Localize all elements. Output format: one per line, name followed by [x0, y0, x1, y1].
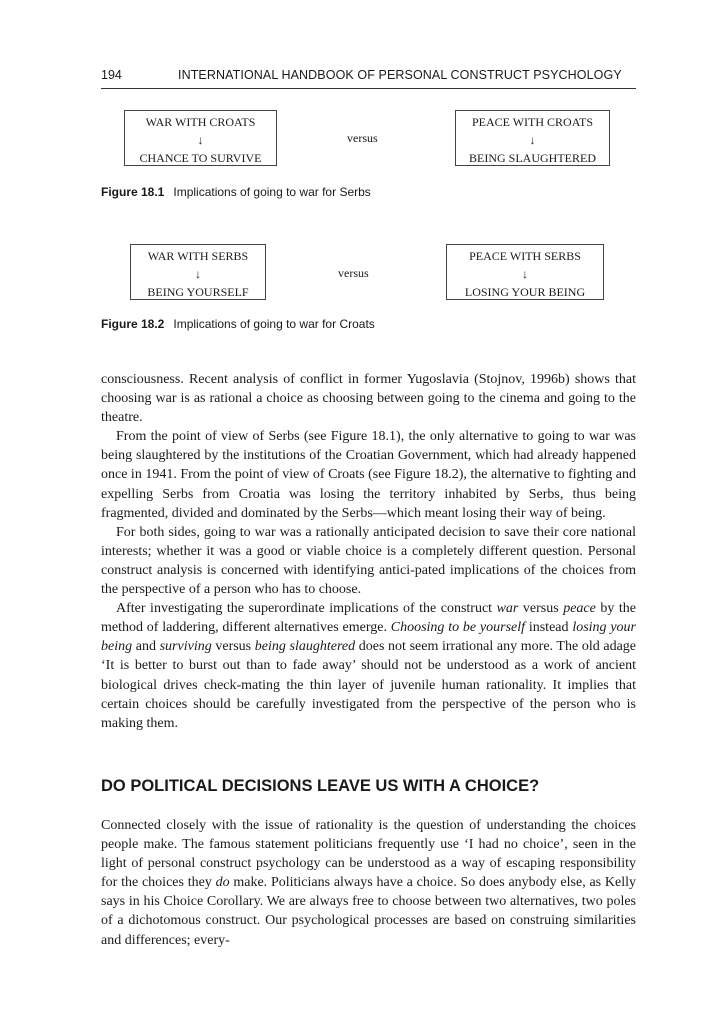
- down-arrow-icon: ↓: [197, 133, 204, 147]
- figure-18-2-caption: [101, 317, 375, 331]
- down-arrow-icon: ↓: [522, 267, 528, 281]
- caption-label: Figure 18.1: [101, 185, 165, 199]
- figure-18-2-left-box: [130, 244, 266, 300]
- box-top-label: PEACE WITH SERBS: [469, 249, 581, 263]
- box-bottom-label: BEING YOURSELF: [147, 285, 249, 299]
- section-heading: DO POLITICAL DECISIONS LEAVE US WITH A CHOICE?: [101, 777, 540, 795]
- caption-text: Implications of going to war for Croats: [173, 317, 375, 331]
- caption-label: Figure 18.2: [101, 317, 165, 331]
- down-arrow-icon: ↓: [195, 267, 201, 281]
- box-top-label: WAR WITH SERBS: [147, 249, 249, 263]
- body-text-lower: [101, 816, 636, 950]
- figure-18-2-right-box: [446, 244, 604, 300]
- down-arrow-icon: ↓: [529, 133, 536, 147]
- figure-18-1-caption: [101, 185, 371, 199]
- page-number: 194: [101, 68, 122, 82]
- paragraph: From the point of view of Serbs (see Figure 18.1), the only alternative to going to war was being slaughtered by the institutions of the Croatian Government, which had already happened once in 1941. From the point of view of Croats (see Figure 18.2), the alternative to fighting and expelling Serbs from Croatia was losing the territory inhabited by Serbs, thus being fragmented, divided and dominated by the Serbs—which meant losing their way of being.: [101, 429, 636, 521]
- paragraph: Connected closely with the issue of rationality is the question of understanding the choices people make. The famous statement politicians frequently use ‘I had no choice’, seen in the light of personal construct psychology can be understood as a way of escaping responsibility for the choices they do make. Politicians always have a choice. So does anybody else, as Kelly says in his Choice Corollary. We are always free to choose between two alternatives, two poles of a dichotomous construct. Our psychological processes are based on construing similarities and differences; every-: [101, 818, 636, 948]
- figure-18-1-right-box: [455, 110, 610, 166]
- body-text-upper: [101, 370, 636, 733]
- box-bottom-label: CHANCE TO SURVIVE: [139, 151, 262, 165]
- figure-18-1-left-box: [124, 110, 277, 166]
- box-top-label: PEACE WITH CROATS: [471, 115, 594, 129]
- paragraph: consciousness. Recent analysis of conflict in former Yugoslavia (Stojnov, 1996b) shows that choosing war is as rational a choice as choosing between going to the cinema and going to the theatre.: [101, 372, 636, 426]
- box-bottom-label: BEING SLAUGHTERED: [469, 151, 596, 165]
- box-bottom-label: LOSING YOUR BEING: [464, 285, 586, 299]
- running-header: [101, 68, 636, 89]
- figure-18-1-versus: versus: [347, 131, 378, 145]
- paragraph: After investigating the superordinate implications of the construct war versus peace by the method of laddering, different alternatives emerge. Choosing to be yourself instead losing your being and surviving versus being slaughtered does not seem irrational any more. The old adage ‘It is better to burst out than to fade away’ should not be understood as a work of ancient biological drives check-mating the thin layer of juvenile human rationality. It implies that certain choices should be carefully investigated from the perspective of the person who is making them.: [101, 601, 637, 731]
- paragraph: For both sides, going to war was a rationally anticipated decision to save their core national interests; whether it was a good or viable choice is a completely different question. Personal construct analysis is concerned with identifying antici-pated implications of the choices from the perspective of a person who has to choose.: [101, 524, 636, 598]
- caption-text: Implications of going to war for Serbs: [173, 185, 371, 199]
- box-top-label: WAR WITH CROATS: [145, 115, 256, 129]
- figure-18-2-versus: versus: [338, 266, 369, 280]
- running-title: INTERNATIONAL HANDBOOK OF PERSONAL CONSTRUCT PSYCHOLOGY: [178, 68, 622, 82]
